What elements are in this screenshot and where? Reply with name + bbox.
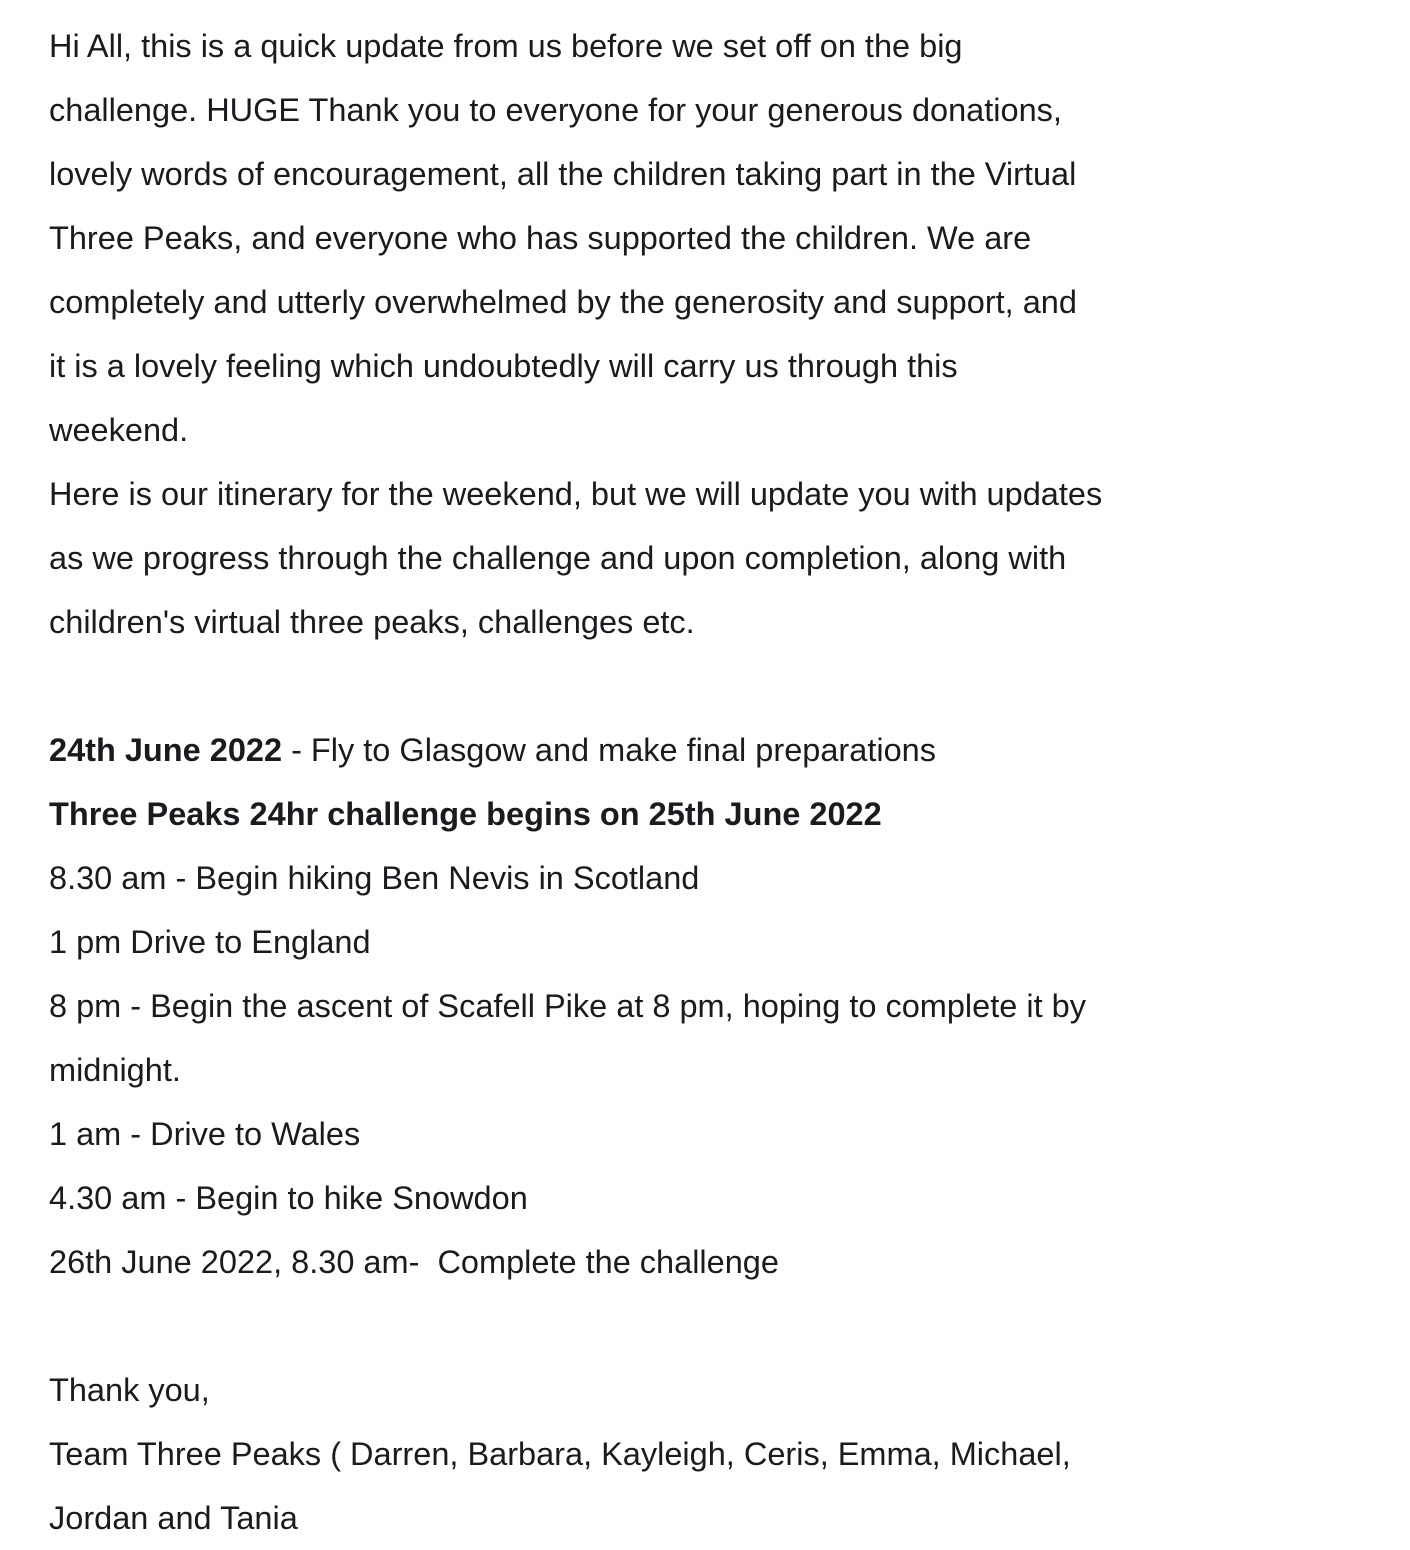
update-post [49,14,1249,1550]
intro-line: it is a lovely feeling which undoubtedly will carry us through this [49,348,958,384]
team-line: Team Three Peaks ( Darren, Barbara, Kayleigh, Ceris, Emma, Michael, [49,1436,1071,1472]
intro-line: Hi All, this is a quick update from us before we set off on the big [49,28,963,64]
challenge-heading: Three Peaks 24hr challenge begins on 25th June 2022 [49,796,882,832]
signoff: Thank you, [49,1372,210,1408]
intro-paragraph [49,14,1249,462]
itinerary-intro-line: children's virtual three peaks, challenges etc. [49,604,695,640]
itinerary-item: 8.30 am - Begin hiking Ben Nevis in Scotland [49,860,700,896]
itinerary-item: 1 pm Drive to England [49,924,371,960]
day1-entry [49,718,1249,782]
itinerary-intro-line: Here is our itinerary for the weekend, but we will update you with updates [49,476,1103,512]
itinerary-item: 1 am - Drive to Wales [49,1116,361,1152]
itinerary-item: midnight. [49,1052,181,1088]
spacer [49,654,1249,718]
team-signature [49,1422,1249,1550]
spacer [49,1294,1249,1358]
intro-line: challenge. HUGE Thank you to everyone for your generous donations, [49,92,1062,128]
intro-line: completely and utterly overwhelmed by the generosity and support, and [49,284,1077,320]
itinerary-intro-paragraph [49,462,1249,654]
itinerary-list [49,846,1249,1294]
day1-date: 24th June 2022 [49,732,283,768]
day1-text: - Fly to Glasgow and make final preparations [282,732,936,768]
intro-line: lovely words of encouragement, all the children taking part in the Virtual [49,156,1077,192]
itinerary-item: 26th June 2022, 8.30 am- Complete the challenge [49,1244,779,1280]
intro-line: weekend. [49,412,189,448]
team-line: Jordan and Tania [49,1500,298,1536]
intro-line: Three Peaks, and everyone who has supported the children. We are [49,220,1032,256]
itinerary-item: 8 pm - Begin the ascent of Scafell Pike at 8 pm, hoping to complete it by [49,988,1086,1024]
itinerary-intro-line: as we progress through the challenge and upon completion, along with [49,540,1067,576]
itinerary-item: 4.30 am - Begin to hike Snowdon [49,1180,528,1216]
